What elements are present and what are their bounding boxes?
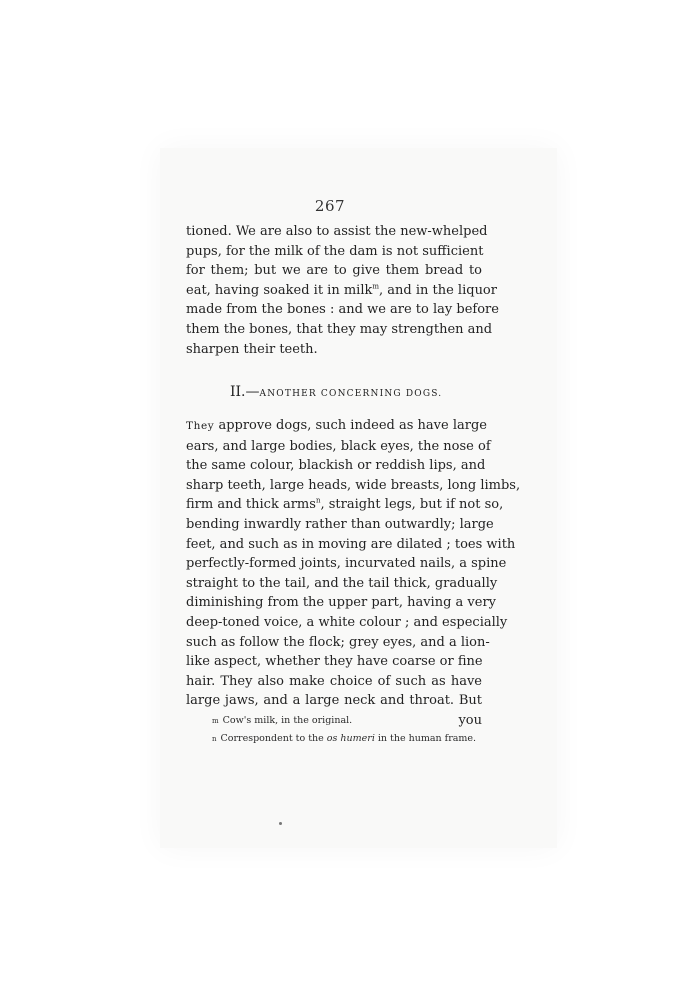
text-line: tioned. We are also to assist the new-whelped — [186, 224, 488, 239]
page-number: 267 — [314, 197, 346, 215]
text-fragment: , straight legs, but if not so, — [320, 497, 504, 513]
text-fragment: firm and thick arms — [186, 497, 316, 513]
footnote — [212, 730, 502, 748]
text-line: made from the bones : and we are to lay before — [186, 302, 499, 318]
text-line — [186, 281, 497, 301]
text-line: straight to the tail, and the tail thick, gradually — [186, 575, 498, 591]
text-line: sharp teeth, large heads, wide breasts, long limbs, — [186, 477, 521, 493]
text-fragment: , and in the liquor — [379, 282, 497, 298]
section-number: II.— — [230, 384, 260, 400]
footnote-text: Cow's milk, in the original. — [222, 715, 353, 726]
footnote-text: Correspondent to the — [220, 733, 327, 744]
text-line: the same colour, blackish or reddish lips, and — [186, 458, 486, 474]
text-line: them the bones, that they may strengthen and — [186, 321, 493, 337]
footnote-mark: m — [212, 717, 219, 725]
text-line: pups, for the milk of the dam is not sufficient — [186, 243, 484, 259]
text-line: feet, and such as in moving are dilated ; toes with — [186, 536, 516, 552]
paragraph-main — [186, 416, 521, 731]
catchword: you — [458, 712, 482, 728]
text-line — [186, 495, 504, 515]
text-line: like aspect, whether they have coarse or fine — [186, 654, 483, 670]
text-line: for them; but we are to give them bread to — [186, 263, 482, 279]
footnotes — [212, 712, 502, 748]
lead-word: They — [186, 420, 215, 432]
footnote-italic: os humeri — [326, 733, 375, 744]
text-line: such as follow the flock; grey eyes, and a lion- — [186, 634, 490, 650]
text-line: sharpen their teeth. — [186, 341, 318, 357]
text-fragment: eat, having soaked it in milk — [186, 282, 373, 298]
section-heading — [230, 384, 443, 400]
paragraph-top — [186, 222, 499, 359]
text-line: bending inwardly rather than outwardly; large — [186, 516, 494, 532]
footnote-ref: n — [315, 497, 321, 506]
footnote-ref: m — [372, 282, 379, 291]
text-line: ears, and large bodies, black eyes, the nose of — [186, 438, 491, 454]
footnote — [212, 712, 502, 730]
section-title: ANOTHER CONCERNING DOGS. — [259, 389, 443, 399]
text-line: diminishing from the upper part, having a very — [186, 595, 497, 611]
text-line: hair. They also make choice of such as have — [186, 673, 482, 689]
text-line: large jaws, and a large neck and throat. But — [186, 693, 482, 709]
footnote-text: in the human frame. — [374, 733, 477, 744]
ink-speck — [279, 822, 282, 825]
text-line: perfectly-formed joints, incurvated nails, a spine — [186, 556, 507, 572]
text-line: deep-toned voice, a white colour ; and especially — [186, 614, 508, 630]
text-fragment: approve dogs, such indeed as have large — [214, 418, 487, 433]
text-line — [186, 416, 487, 437]
footnote-mark: n — [212, 735, 217, 743]
